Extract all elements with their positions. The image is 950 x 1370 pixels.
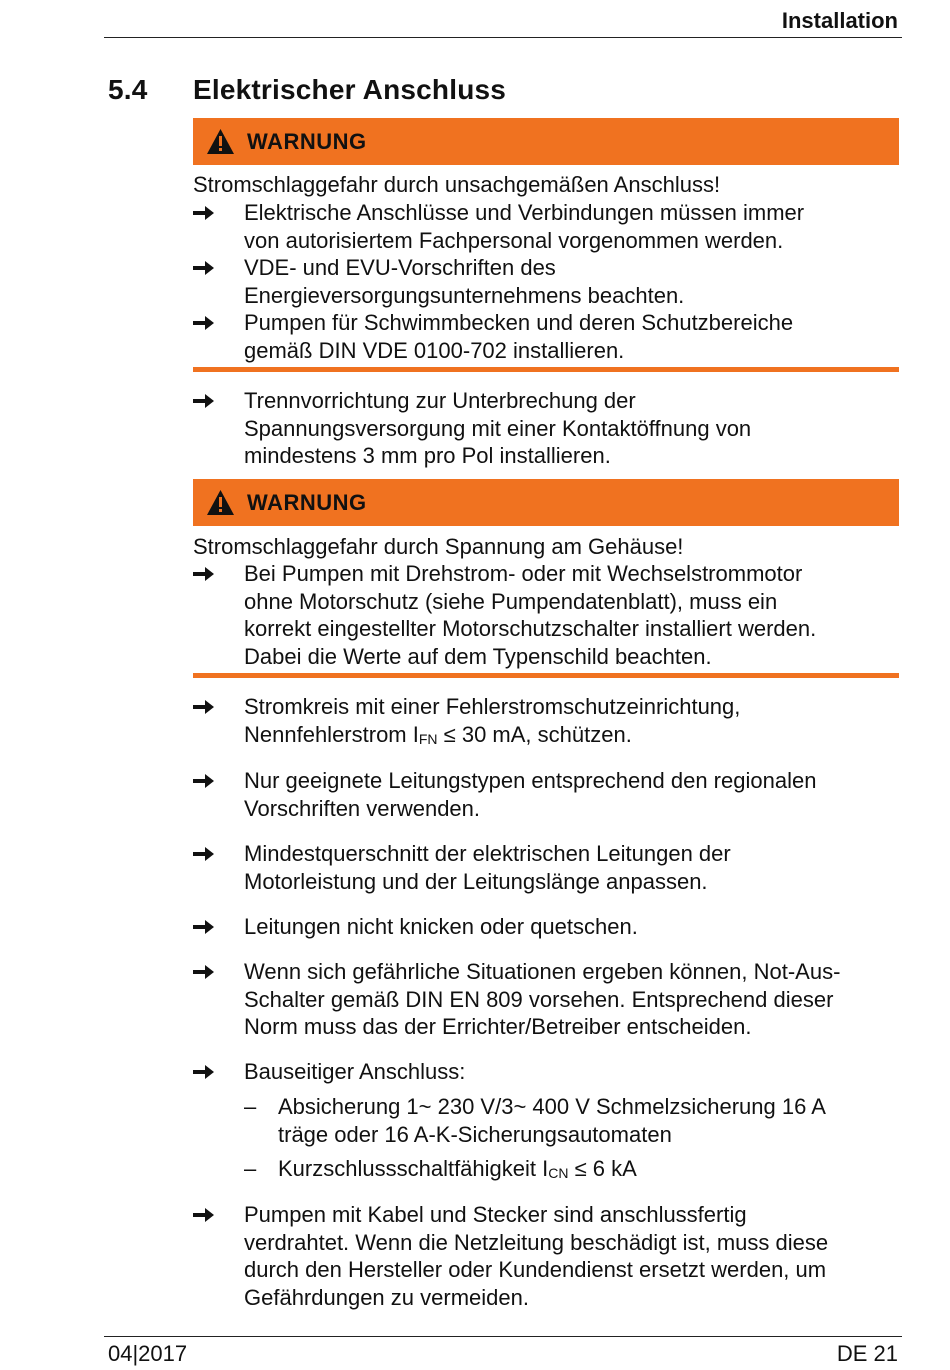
dash-bullet: – bbox=[244, 1156, 257, 1181]
section-number: 5.4 bbox=[108, 74, 148, 105]
instruction-leitungstypen: Nur geeignete Leitungstypen entsprechend den regionalen Vorschriften verwenden. bbox=[193, 767, 903, 822]
section-heading bbox=[108, 74, 506, 106]
instruction-querschnitt: Mindestquerschnitt der elektrischen Leitungen der Motorleistung und der Leitungslänge anpassen. bbox=[193, 840, 903, 895]
instruction-kabel: Pumpen mit Kabel und Stecker sind anschlussfertig verdrahtet. Wenn die Netzleitung beschädigt ist, muss diese durch den Hersteller oder Kundendienst ersetzt werden, um Gefährdungen zu vermeiden. bbox=[193, 1201, 903, 1312]
warning-triangle-icon bbox=[206, 489, 235, 516]
header-title: Installation bbox=[781, 8, 898, 33]
warning-label-1: WARNUNG bbox=[247, 128, 367, 154]
footer-rule bbox=[104, 1336, 902, 1337]
instruction-trennvorrichtung: Trennvorrichtung zur Unterbrechung der Spannungsversorgung mit einer Kontaktöffnung von mindestens 3 mm pro Pol installieren. bbox=[193, 387, 903, 470]
bauseitig-sub-2: – Kurzschlussschaltfähigkeit $I_{CN} \le 6$ kA bbox=[244, 1156, 637, 1181]
warning-bar-1 bbox=[193, 118, 899, 165]
warning-lead-2: Stromschlaggefahr durch Spannung am Gehäuse! bbox=[193, 534, 684, 559]
footer-page-number: DE 21 bbox=[836, 1341, 898, 1366]
dash-bullet: – bbox=[244, 1094, 257, 1119]
instruction-notaus: Wenn sich gefährliche Situationen ergeben können, Not-Aus- Schalter gemäß DIN EN 809 vorsehen. Entsprechend dieser Norm muss das der Errichter/Betreiber entscheiden. bbox=[193, 958, 903, 1041]
instruction-bauseitig: Bauseitiger Anschluss: bbox=[193, 1058, 903, 1086]
instruction-stromkreis: Stromkreis mit einer Fehlerstromschutzeinrichtung, Nennfehlerstrom $I_{FN} \le 30$ mA, schützen. bbox=[193, 693, 903, 751]
warning-label-2: WARNUNG bbox=[247, 489, 367, 515]
footer-date: 04|2017 bbox=[108, 1341, 188, 1366]
bauseitig-sub-1: – Absicherung 1~ 230 V/3~ 400 V Schmelzsicherung 16 A träge oder 16 A-K-Sicherungsautomaten bbox=[244, 1094, 826, 1147]
warning1-item-3: Pumpen für Schwimmbecken und deren Schutzbereiche gemäß DIN VDE 0100-702 installieren. bbox=[193, 309, 903, 364]
section-title: Elektrischer Anschluss bbox=[193, 74, 507, 105]
warning2-item-1: Bei Pumpen mit Drehstrom- oder mit Wechselstrommotor ohne Motorschutz (siehe Pumpendatenblatt), muss ein korrekt eingestellter Motorschutzschalter installiert werden. Dabei die Werte auf dem Typenschild beachten. bbox=[193, 560, 903, 671]
header-rule bbox=[104, 37, 902, 38]
warning-end-rule-1 bbox=[193, 367, 899, 372]
warning-end-rule-2 bbox=[193, 673, 899, 678]
warning1-item-2: VDE- und EVU-Vorschriften des Energieversorgungsunternehmens beachten. bbox=[193, 254, 903, 309]
warning-triangle-icon bbox=[206, 128, 235, 155]
warning-lead-1: Stromschlaggefahr durch unsachgemäßen Anschluss! bbox=[193, 172, 721, 197]
warning1-item-1: Elektrische Anschlüsse und Verbindungen müssen immer von autorisiertem Fachpersonal vorgenommen werden. bbox=[193, 199, 903, 254]
warning-bar-2 bbox=[193, 479, 899, 526]
instruction-knicken: Leitungen nicht knicken oder quetschen. bbox=[193, 913, 903, 941]
